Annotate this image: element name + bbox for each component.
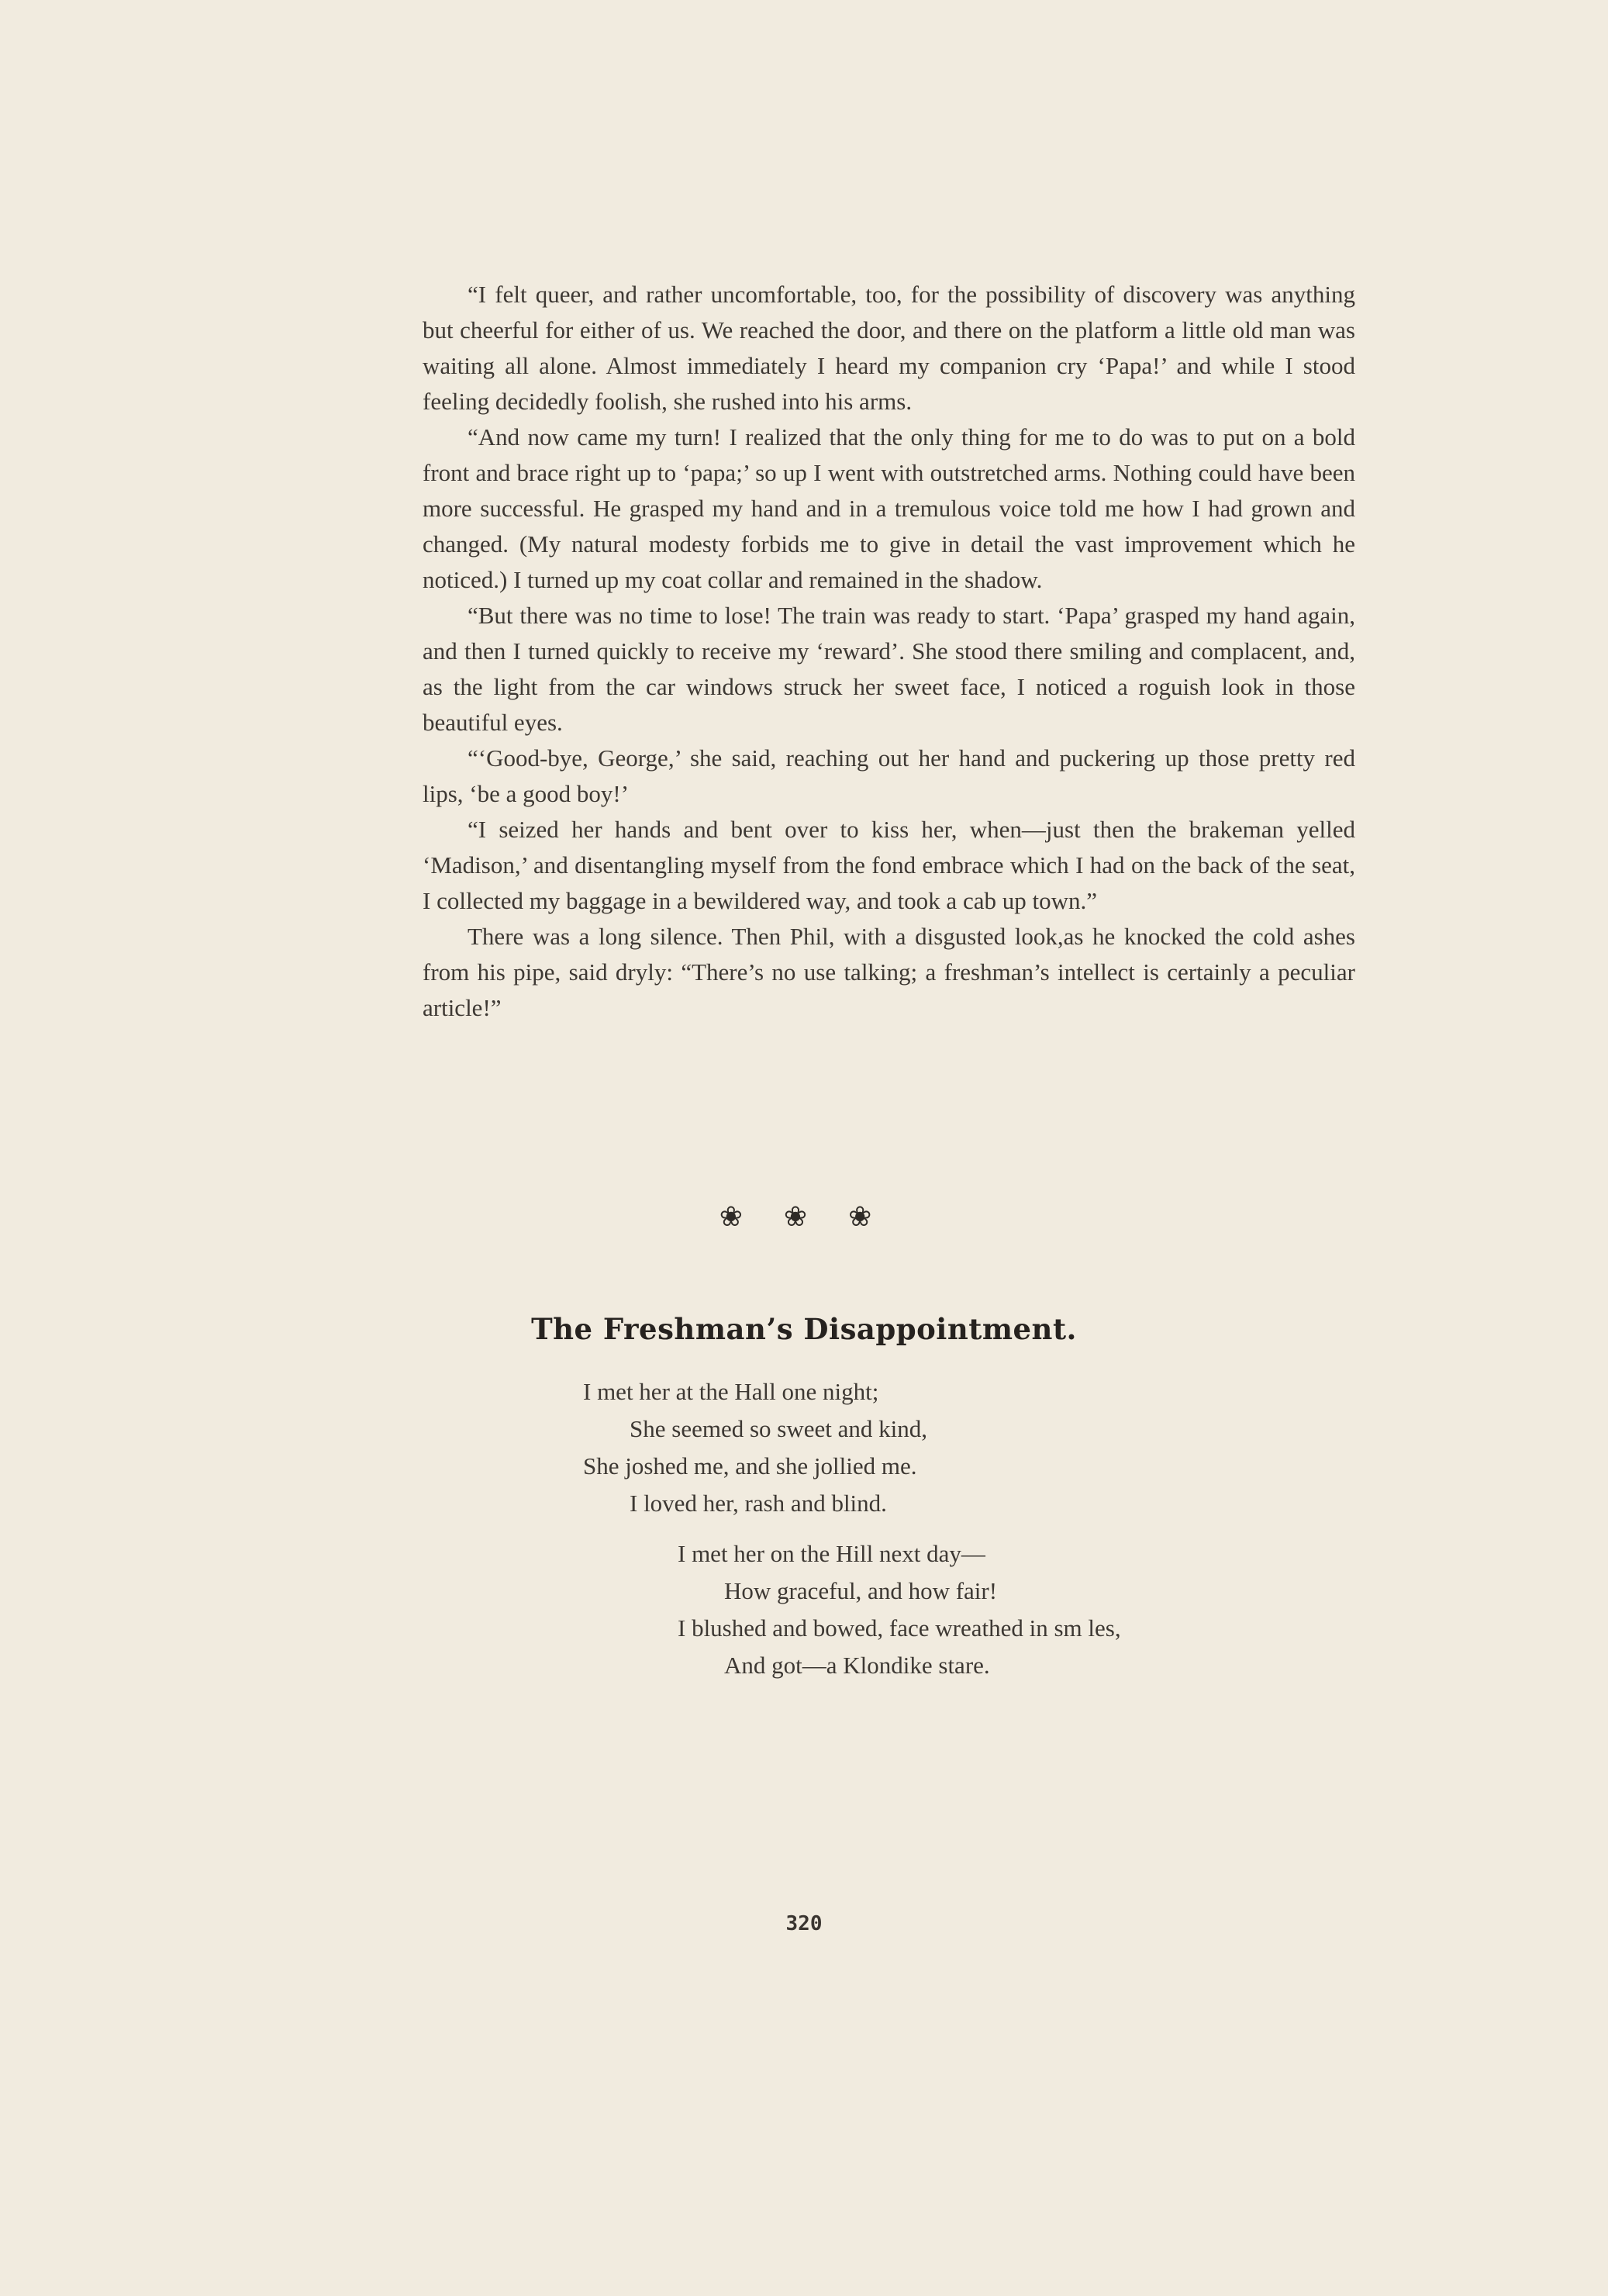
poem-line: I met her on the Hill next day— (678, 1540, 985, 1567)
page-number: 320 (785, 1912, 823, 1935)
poem-line: I loved her, rash and blind. (630, 1490, 887, 1517)
poem-line: She joshed me, and she jollied me. (583, 1452, 917, 1479)
paragraph: “‘Good-bye, George,’ she said, reaching out her hand and puckering up those pretty red lips, ‘be a good boy!’ (423, 744, 1355, 807)
paragraph: “And now came my turn! I realized that the only thing for me to do was to put on a bold front and brace right up to ‘papa;’ so up I went with outstretched arms. Nothing could have been more successful. He grasped my hand and in a tremulous voice told me how I had grown and changed. (My natural modesty forbids me to give in detail the vast improvement which he noticed.) I turned up my coat collar and remained in the shadow. (423, 423, 1355, 593)
poem-line: I met her at the Hall one night; (583, 1378, 879, 1405)
poem-title: The Freshman’s Disappointment. (531, 1312, 1077, 1346)
poem-line: I blushed and bowed, face wreathed in sm les, (678, 1614, 1121, 1642)
flower-ornament-icon: ❀ (783, 1201, 825, 1232)
poem-line: How graceful, and how fair! (724, 1577, 998, 1604)
section-divider (0, 1200, 1608, 1233)
story-text (423, 277, 1355, 1026)
poem-stanza (583, 1373, 927, 1522)
poem-stanza (678, 1535, 1121, 1684)
flower-ornament-icon: ❀ (848, 1201, 889, 1232)
paragraph: There was a long silence. Then Phil, with a disgusted look,as he knocked the cold ashes from his pipe, said dryly: “There’s no use talking; a freshman’s intellect is certainly a peculiar article!” (423, 923, 1355, 1021)
poem-line: She seemed so sweet and kind, (630, 1415, 927, 1442)
paragraph: “I seized her hands and bent over to kiss her, when—just then the brakeman yelled ‘Madison,’ and disentangling myself from the fond embrace which I had on the back of the seat, I collected my baggage in a bewildered way, and took a cab up town.” (423, 816, 1355, 914)
poem-line: And got—a Klondike stare. (724, 1652, 990, 1679)
flower-ornament-icon: ❀ (719, 1201, 760, 1232)
paragraph: “But there was no time to lose! The train was ready to start. ‘Papa’ grasped my hand again, and then I turned quickly to receive my ‘reward’. She stood there smiling and complacent, and, as the light from the car windows struck her sweet face, I noticed a roguish look in those beautiful eyes. (423, 602, 1355, 736)
paragraph: “I felt queer, and rather uncomfortable, too, for the possibility of discovery was anything but cheerful for either of us. We reached the door, and there on the platform a little old man was waiting all alone. Almost immediately I heard my companion cry ‘Papa!’ and while I stood feeling decidedly foolish, she rushed into his arms. (423, 281, 1355, 415)
